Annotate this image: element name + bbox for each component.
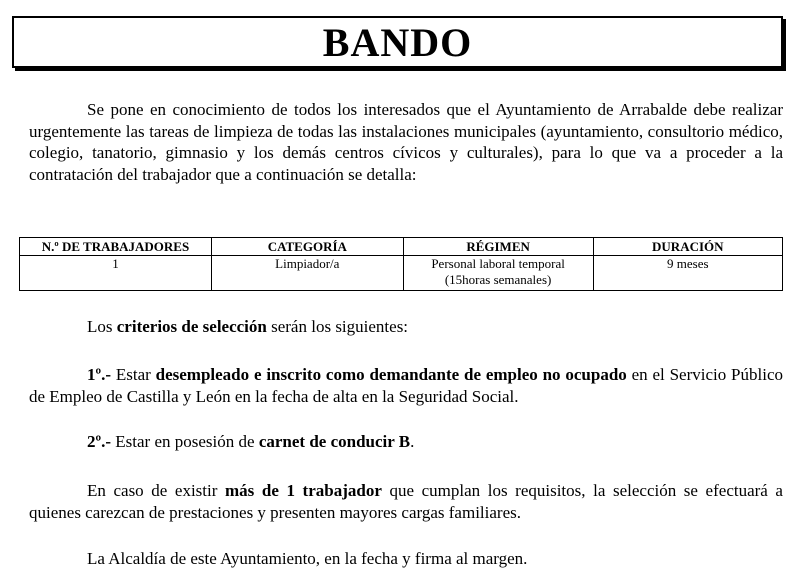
- cell-regime: [403, 256, 593, 291]
- requirement-1-bold: desempleado e inscrito como demandante de empleo no ocupado: [155, 365, 627, 384]
- tiebreak-post: que cumplan los requisitos, la selección se efectuará a quienes carezcan de prestaciones y presenten mayores cargas familiares.: [29, 481, 783, 522]
- requirement-2-number: 2º.-: [87, 432, 112, 451]
- closing-text: La Alcaldía de este Ayuntamiento, en la fecha y firma al margen.: [87, 549, 528, 568]
- tiebreak-pre: En caso de existir: [87, 481, 225, 500]
- cell-category: Limpiador/a: [211, 256, 403, 291]
- regime-line-1: Personal laboral temporal: [431, 256, 565, 271]
- header-category: CATEGORÍA: [211, 238, 403, 256]
- criteria-paragraph: [29, 316, 783, 338]
- criteria-post: serán los siguientes:: [266, 317, 409, 336]
- cell-duration: 9 meses: [593, 256, 782, 291]
- table-row: [20, 256, 783, 291]
- requirement-2-bold: carnet de conducir B: [258, 432, 411, 451]
- closing-paragraph: [29, 548, 783, 570]
- page-title: BANDO: [322, 19, 473, 65]
- requirement-2-pre: Estar en posesión de: [111, 432, 259, 451]
- header-workers: N.º DE TRABAJADORES: [20, 238, 212, 256]
- requirement-2-paragraph: [29, 431, 783, 453]
- intro-text: Se pone en conocimiento de todos los interesados que el Ayuntamiento de Arrabalde debe realizar urgentemente las tareas de limpieza de todas las instalaciones municipales (ayuntamiento, consultorio médico, colegio, tanatorio, gimnasio y los demás centros cívicos y culturales), para lo que va a proceder a la contratación del trabajador que a continuación se detalla:: [29, 100, 783, 184]
- requirement-2-post: .: [410, 432, 415, 451]
- requirement-1-number: 1º.-: [87, 365, 112, 384]
- header-duration: DURACIÓN: [593, 238, 782, 256]
- requirement-1-paragraph: [29, 364, 783, 407]
- intro-paragraph: [29, 99, 783, 185]
- criteria-pre: Los: [87, 317, 117, 336]
- title-box: [12, 16, 783, 68]
- tiebreak-bold: más de 1 trabajador: [225, 481, 382, 500]
- criteria-bold: criterios de selección: [116, 317, 267, 336]
- regime-line-2: (15horas semanales): [444, 272, 552, 287]
- table-header-row: [20, 238, 783, 256]
- header-regime: RÉGIMEN: [403, 238, 593, 256]
- requirement-1-post: en el Servicio Público de Empleo de Castilla y León en la fecha de alta en la Seguridad Social.: [29, 365, 783, 406]
- requirement-1-pre: Estar: [111, 365, 156, 384]
- job-table: [19, 237, 783, 291]
- cell-workers: 1: [20, 256, 212, 291]
- tiebreak-paragraph: [29, 480, 783, 523]
